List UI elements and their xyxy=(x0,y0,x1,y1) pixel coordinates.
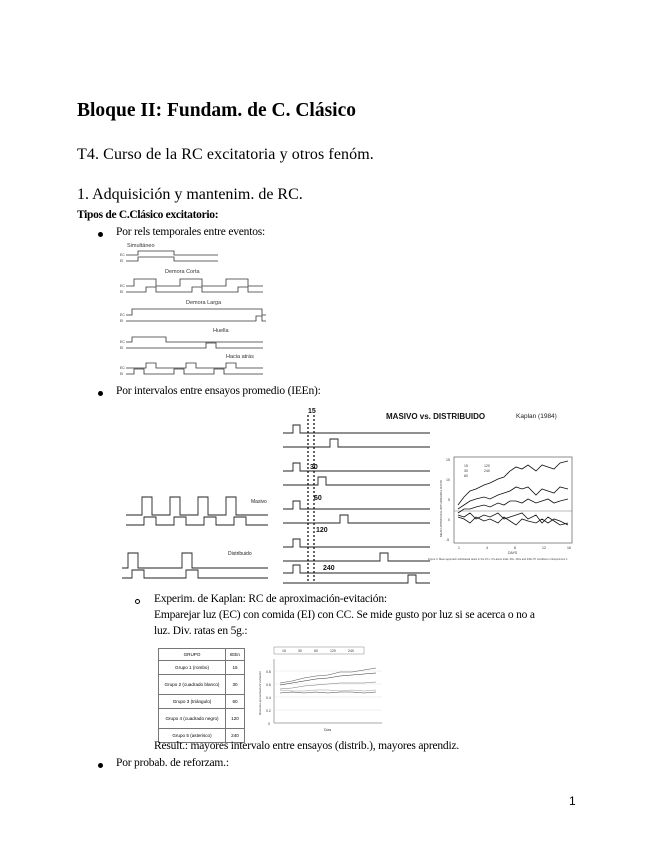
ei-label: EI xyxy=(120,290,124,294)
section-heading: 1. Adquisición y mantenim. de RC. xyxy=(77,186,303,203)
legend-entry: 240 xyxy=(348,649,354,653)
y-tick: 10 xyxy=(446,478,450,482)
chart-author: Kaplan (1984) xyxy=(516,413,557,420)
masivo-distribuido-figure xyxy=(118,405,578,590)
x-tick: 1 xyxy=(458,546,460,550)
ec-label: EC xyxy=(120,366,125,370)
timing-label: Hacia atrás xyxy=(226,354,254,360)
kaplan-experiment-line2: Emparejar luz (EC) con comida (EI) con CC. Se mide gusto por luz si se acerca o no a xyxy=(154,609,535,621)
ei-label: EI xyxy=(120,319,124,323)
table-header: IEEn xyxy=(226,649,245,661)
table-header: GRUPO xyxy=(159,649,226,661)
legend-entry: 15 xyxy=(282,649,286,653)
temporal-relations-figure xyxy=(118,241,278,379)
table-cell: 60 xyxy=(226,695,245,709)
y-tick: 5 xyxy=(448,498,450,502)
ei-label: EI xyxy=(120,346,124,350)
legend-entry: 120 xyxy=(484,464,490,468)
table-cell: Grupo 4 (cuadrado negro) xyxy=(159,709,226,729)
y-axis-label: MEAN APPROACH-WITHDRAWAL RATIO xyxy=(439,479,443,537)
x-axis-label: DAYS xyxy=(508,551,518,555)
legend-entry: 30 xyxy=(298,649,302,653)
table-cell: Grupo 5 (asterisco) xyxy=(159,729,226,743)
table-cell: 30 xyxy=(226,675,245,695)
interval-label: 15 xyxy=(308,408,316,415)
small-line-chart xyxy=(252,645,392,737)
sub-bullet-circle xyxy=(135,599,140,604)
bullet-dot xyxy=(98,763,103,768)
table-cell: Grupo 2 (cuadrado blanco) xyxy=(159,675,226,695)
x-tick: 4 xyxy=(486,546,488,550)
y-axis-label: Razones aproximación/ evitación xyxy=(258,670,262,715)
y-tick: 0.8 xyxy=(266,670,271,674)
x-axis-label: Días xyxy=(324,728,332,732)
table-cell: 240 xyxy=(226,729,245,743)
x-tick: 8 xyxy=(514,546,516,550)
legend-entry: 120 xyxy=(330,649,336,653)
bullet-reinforcement: Por probab. de reforzam.: xyxy=(116,757,229,769)
page-number: 1 xyxy=(569,794,576,808)
result-text: Result.: mayores intervalo entre ensayos (distrib.), mayores aprendiz. xyxy=(154,740,460,752)
legend-entry: 60 xyxy=(464,474,468,478)
y-tick: 0.6 xyxy=(266,683,271,687)
y-tick: 0.2 xyxy=(266,709,271,713)
bullet-dot xyxy=(98,391,103,396)
masivo-label: Masivo xyxy=(251,499,267,505)
interval-label: 120 xyxy=(316,527,328,534)
y-tick: 15 xyxy=(446,458,450,462)
subsection-heading: Tipos de C.Clásico excitatorio: xyxy=(77,209,219,221)
distrib-label: Distribuido xyxy=(228,551,252,557)
interval-label: 30 xyxy=(310,464,318,471)
interval-label: 60 xyxy=(314,495,322,502)
kaplan-chart xyxy=(428,457,572,561)
legend-entry: 30 xyxy=(464,469,468,473)
ec-label: EC xyxy=(120,284,125,288)
group-table-container xyxy=(158,648,245,743)
page-title: Bloque II: Fundam. de C. Clásico xyxy=(77,100,356,121)
timing-label: Demora Larga xyxy=(186,300,222,306)
timing-label: Simultáneo xyxy=(127,243,155,249)
legend-entry: 240 xyxy=(484,469,490,473)
timing-label: Demora Corta xyxy=(165,269,200,275)
kaplan-experiment-line1: Experim. de Kaplan: RC de aproximación-evitación: xyxy=(154,593,387,605)
legend-entry: 15 xyxy=(464,464,468,468)
x-tick: 16 xyxy=(567,546,571,550)
bullet-temporal: Por rels temporales entre eventos: xyxy=(116,226,266,238)
interval-label: 240 xyxy=(323,565,335,572)
group-table xyxy=(158,648,245,743)
timing-label: Huella xyxy=(213,328,229,334)
table-cell: 15 xyxy=(226,661,245,675)
figure-caption: Figure 3. Mean approach-withdrawal ratios in the 15 s; CS-alone trials, 60s, 120s and 240s ITI conditions of Experiment 1. xyxy=(428,558,569,561)
y-tick: 0 xyxy=(448,518,450,522)
ei-label: EI xyxy=(120,259,124,263)
ec-label: EC xyxy=(120,313,125,317)
bullet-intervals: Por intervalos entre ensayos promedio (IEEn): xyxy=(116,385,321,397)
topic-heading: T4. Curso de la RC excitatoria y otros fenóm. xyxy=(77,146,374,163)
table-cell: Grupo 3 (triángulo) xyxy=(159,695,226,709)
y-tick: 0.4 xyxy=(266,696,271,700)
bullet-dot xyxy=(98,232,103,237)
y-tick: 0 xyxy=(268,722,270,726)
ec-label: EC xyxy=(120,340,125,344)
table-cell: 120 xyxy=(226,709,245,729)
chart-title: MASIVO vs. DISTRIBUIDO xyxy=(386,412,486,421)
ec-label: EC xyxy=(120,253,125,257)
legend-entry: 60 xyxy=(314,649,318,653)
x-tick: 12 xyxy=(542,546,546,550)
y-tick: -5 xyxy=(446,538,450,542)
ei-label: EI xyxy=(120,372,124,376)
kaplan-experiment-line3: luz. Div. ratas en 5g.: xyxy=(154,625,248,637)
table-cell: Grupo 1 (rombo) xyxy=(159,661,226,675)
